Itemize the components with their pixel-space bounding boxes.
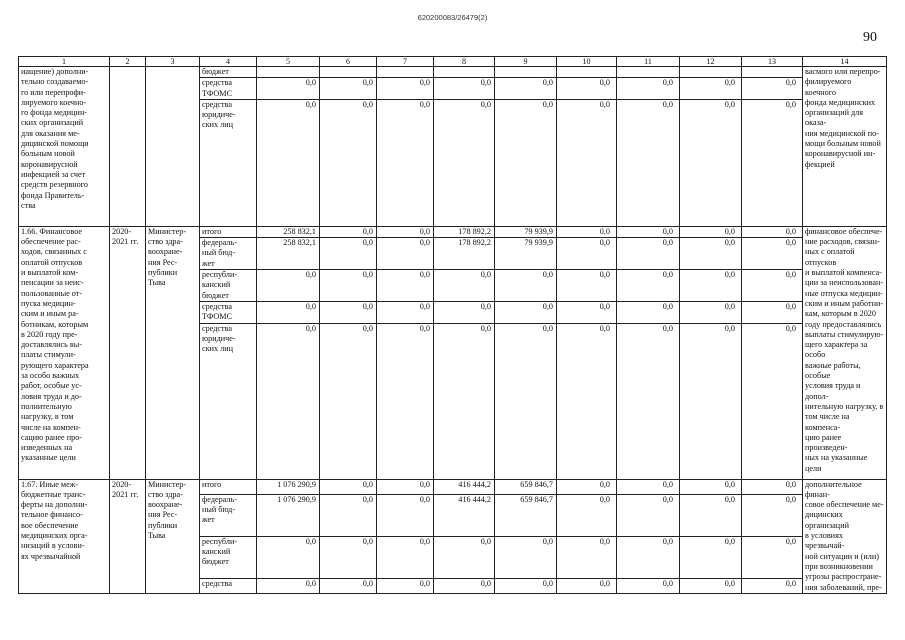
amount-cell: 0,0 [377, 578, 434, 593]
amount-cell: 0,0 [742, 238, 803, 270]
amount-cell: 0,0 [495, 578, 557, 593]
amount-cell: 0,0 [557, 226, 617, 237]
note-cell: финансовое обеспече- ние расходов, связан- ных с оплатой отпусков и выплатой компенса- ции за неиспользован- ные отпуска медицин- ским и иным работни- кам, которым в 2020 году предоставлялись выплаты стимулирую- щего характера за особо важные работы, особые условия труда и допол- нительную нагрузку, в том числе на компенса- цию ранее произведен- ных на указанные цели [803, 226, 887, 479]
measure-cell: 1.66. Финансовое обеспечение рас- ходов, связанных с оплатой отпусков и выплатой ком- пенсации за неис- пользованные от- пуска медицин- ским и иным ра- ботникам, которым в 2020 году пре- доставлялись вы- платы стимули- рующего характера за особо важных работ, особые ус- ловия труда и до- полнительную нагрузку, в том числе на компен- сацию ранее про- изведенных на указанные цели [19, 226, 110, 479]
amount-cell [495, 67, 557, 78]
executor-cell [146, 67, 200, 227]
amount-cell: 0,0 [742, 226, 803, 237]
amount-cell: 0,0 [742, 479, 803, 494]
amount-cell: 0,0 [680, 99, 742, 226]
amount-cell: 0,0 [320, 479, 377, 494]
amount-cell: 0,0 [742, 270, 803, 302]
note-cell: васмого или перепро- филируемого коечного фонда медицинских организаций для оказа- ния медицинской по- мощи больным новой коронавирусной ин- фекцией [803, 67, 887, 227]
financing-table [18, 56, 887, 594]
amount-cell: 1 076 290,9 [257, 479, 320, 494]
amount-cell [257, 67, 320, 78]
amount-cell: 0,0 [434, 270, 495, 302]
amount-cell: 0,0 [377, 226, 434, 237]
column-number-1: 1 [19, 57, 110, 67]
amount-cell: 0,0 [617, 238, 680, 270]
amount-cell [320, 67, 377, 78]
amount-cell: 178 892,2 [434, 238, 495, 270]
amount-cell: 0,0 [617, 323, 680, 479]
amount-cell: 416 444,2 [434, 479, 495, 494]
amount-cell: 178 892,2 [434, 226, 495, 237]
amount-cell: 0,0 [742, 578, 803, 593]
amount-cell: 0,0 [377, 301, 434, 323]
page-number: 90 [863, 30, 877, 45]
period-cell: 2020- 2021 гг. [110, 479, 146, 593]
amount-cell: 0,0 [257, 301, 320, 323]
amount-cell [434, 67, 495, 78]
column-number-11: 11 [617, 57, 680, 67]
amount-cell: 258 832,1 [257, 238, 320, 270]
amount-cell: 0,0 [434, 78, 495, 100]
column-number-6: 6 [320, 57, 377, 67]
amount-cell: 659 846,7 [495, 479, 557, 494]
amount-cell: 0,0 [617, 226, 680, 237]
amount-cell: 0,0 [680, 226, 742, 237]
amount-cell: 0,0 [617, 78, 680, 100]
amount-cell: 0,0 [377, 536, 434, 578]
funding-source-cell: средства ТФОМС [200, 301, 257, 323]
amount-cell: 0,0 [680, 78, 742, 100]
amount-cell: 0,0 [377, 99, 434, 226]
amount-cell: 0,0 [557, 238, 617, 270]
amount-cell: 0,0 [434, 536, 495, 578]
amount-cell: 0,0 [742, 301, 803, 323]
amount-cell: 0,0 [557, 536, 617, 578]
funding-source-cell: федераль- ный бюд- жет [200, 238, 257, 270]
amount-cell: 0,0 [680, 270, 742, 302]
amount-cell: 416 444,2 [434, 494, 495, 536]
column-number-9: 9 [495, 57, 557, 67]
amount-cell: 0,0 [257, 270, 320, 302]
amount-cell: 0,0 [320, 270, 377, 302]
amount-cell: 0,0 [680, 578, 742, 593]
period-cell [110, 67, 146, 227]
amount-cell: 0,0 [680, 536, 742, 578]
amount-cell: 0,0 [434, 99, 495, 226]
amount-cell: 0,0 [742, 323, 803, 479]
amount-cell: 0,0 [617, 99, 680, 226]
table-row [19, 226, 887, 237]
amount-cell: 0,0 [742, 536, 803, 578]
amount-cell: 79 939,9 [495, 238, 557, 270]
amount-cell: 0,0 [320, 578, 377, 593]
amount-cell: 0,0 [377, 238, 434, 270]
amount-cell: 0,0 [257, 99, 320, 226]
funding-source-cell: итого [200, 479, 257, 494]
amount-cell: 0,0 [680, 238, 742, 270]
amount-cell: 0,0 [557, 99, 617, 226]
measure-cell: 1.67. Иные меж- бюджетные транс- ферты на дополни- тельное финансо- вое обеспечение медицинских орга- низаций в услови- ях чрезвычайной [19, 479, 110, 593]
amount-cell: 0,0 [617, 536, 680, 578]
amount-cell: 0,0 [557, 578, 617, 593]
period-cell: 2020- 2021 гг. [110, 226, 146, 479]
amount-cell: 0,0 [377, 494, 434, 536]
table-row [19, 67, 887, 78]
amount-cell: 0,0 [257, 536, 320, 578]
column-number-2: 2 [110, 57, 146, 67]
executor-cell: Министер- ство здра- воохране- ния Рес- публики Тыва [146, 479, 200, 593]
amount-cell: 0,0 [434, 323, 495, 479]
funding-source-cell: средства [200, 578, 257, 593]
column-number-7: 7 [377, 57, 434, 67]
amount-cell: 0,0 [617, 494, 680, 536]
amount-cell: 0,0 [377, 323, 434, 479]
funding-source-cell: средства юридиче- ских лиц [200, 99, 257, 226]
funding-source-cell: итого [200, 226, 257, 237]
column-number-row [19, 57, 887, 67]
amount-cell: 0,0 [617, 578, 680, 593]
amount-cell: 0,0 [557, 479, 617, 494]
amount-cell: 0,0 [617, 270, 680, 302]
amount-cell: 0,0 [742, 494, 803, 536]
amount-cell: 0,0 [495, 78, 557, 100]
column-number-14: 14 [803, 57, 887, 67]
amount-cell: 258 832,1 [257, 226, 320, 237]
funding-source-cell: республи- канский бюджет [200, 270, 257, 302]
table-row [19, 479, 887, 494]
amount-cell: 0,0 [557, 323, 617, 479]
amount-cell: 0,0 [320, 99, 377, 226]
column-number-5: 5 [257, 57, 320, 67]
amount-cell: 0,0 [320, 494, 377, 536]
amount-cell: 0,0 [680, 494, 742, 536]
column-number-12: 12 [680, 57, 742, 67]
amount-cell: 0,0 [742, 78, 803, 100]
amount-cell: 0,0 [257, 78, 320, 100]
amount-cell: 0,0 [320, 536, 377, 578]
amount-cell: 0,0 [557, 78, 617, 100]
amount-cell: 0,0 [495, 301, 557, 323]
column-number-4: 4 [200, 57, 257, 67]
funding-source-cell: республи- канский бюджет [200, 536, 257, 578]
amount-cell: 0,0 [320, 226, 377, 237]
amount-cell: 0,0 [557, 494, 617, 536]
executor-cell: Министер- ство здра- воохране- ния Рес- публики Тыва [146, 226, 200, 479]
amount-cell [557, 67, 617, 78]
measure-cell: иащение) дополни- тельно создаваемо- го или перепрофи- лируемого коечно- го фонда медицин- ских организаций для оказания ме- дицинской помощи больным новой коронавирусной инфекцией за счет средств резервного фонда Правитель- ства [19, 67, 110, 227]
amount-cell [617, 67, 680, 78]
amount-cell: 0,0 [434, 578, 495, 593]
amount-cell: 0,0 [434, 301, 495, 323]
amount-cell: 0,0 [257, 578, 320, 593]
amount-cell: 79 939,9 [495, 226, 557, 237]
column-number-13: 13 [742, 57, 803, 67]
amount-cell: 0,0 [495, 99, 557, 226]
amount-cell: 0,0 [742, 99, 803, 226]
amount-cell: 0,0 [320, 238, 377, 270]
note-cell: дополнительное финан- совое обеспечение ме- дицинских организаций в условиях чрезвычай- ной ситуации и (или) при возникновении угрозы распростране- ния заболеваний, пре- [803, 479, 887, 593]
amount-cell: 0,0 [680, 479, 742, 494]
amount-cell: 0,0 [557, 301, 617, 323]
amount-cell: 0,0 [557, 270, 617, 302]
column-number-3: 3 [146, 57, 200, 67]
amount-cell: 0,0 [617, 479, 680, 494]
amount-cell [680, 67, 742, 78]
funding-source-cell: средства юридиче- ских лиц [200, 323, 257, 479]
amount-cell: 0,0 [320, 78, 377, 100]
amount-cell: 0,0 [680, 323, 742, 479]
amount-cell: 0,0 [495, 323, 557, 479]
amount-cell: 0,0 [320, 301, 377, 323]
amount-cell: 0,0 [377, 479, 434, 494]
funding-source-cell: бюджет [200, 67, 257, 78]
column-number-8: 8 [434, 57, 495, 67]
funding-source-cell: федераль- ный бюд- жет [200, 494, 257, 536]
amount-cell: 0,0 [257, 323, 320, 479]
column-number-10: 10 [557, 57, 617, 67]
amount-cell: 0,0 [377, 78, 434, 100]
amount-cell: 0,0 [680, 301, 742, 323]
amount-cell: 0,0 [617, 301, 680, 323]
amount-cell: 659 846,7 [495, 494, 557, 536]
amount-cell: 0,0 [377, 270, 434, 302]
amount-cell: 0,0 [495, 270, 557, 302]
amount-cell: 0,0 [320, 323, 377, 479]
amount-cell [742, 67, 803, 78]
amount-cell: 1 076 290,9 [257, 494, 320, 536]
amount-cell: 0,0 [495, 536, 557, 578]
amount-cell [377, 67, 434, 78]
funding-source-cell: средства ТФОМС [200, 78, 257, 100]
document-code: 620200083/26479(2) [417, 13, 488, 22]
